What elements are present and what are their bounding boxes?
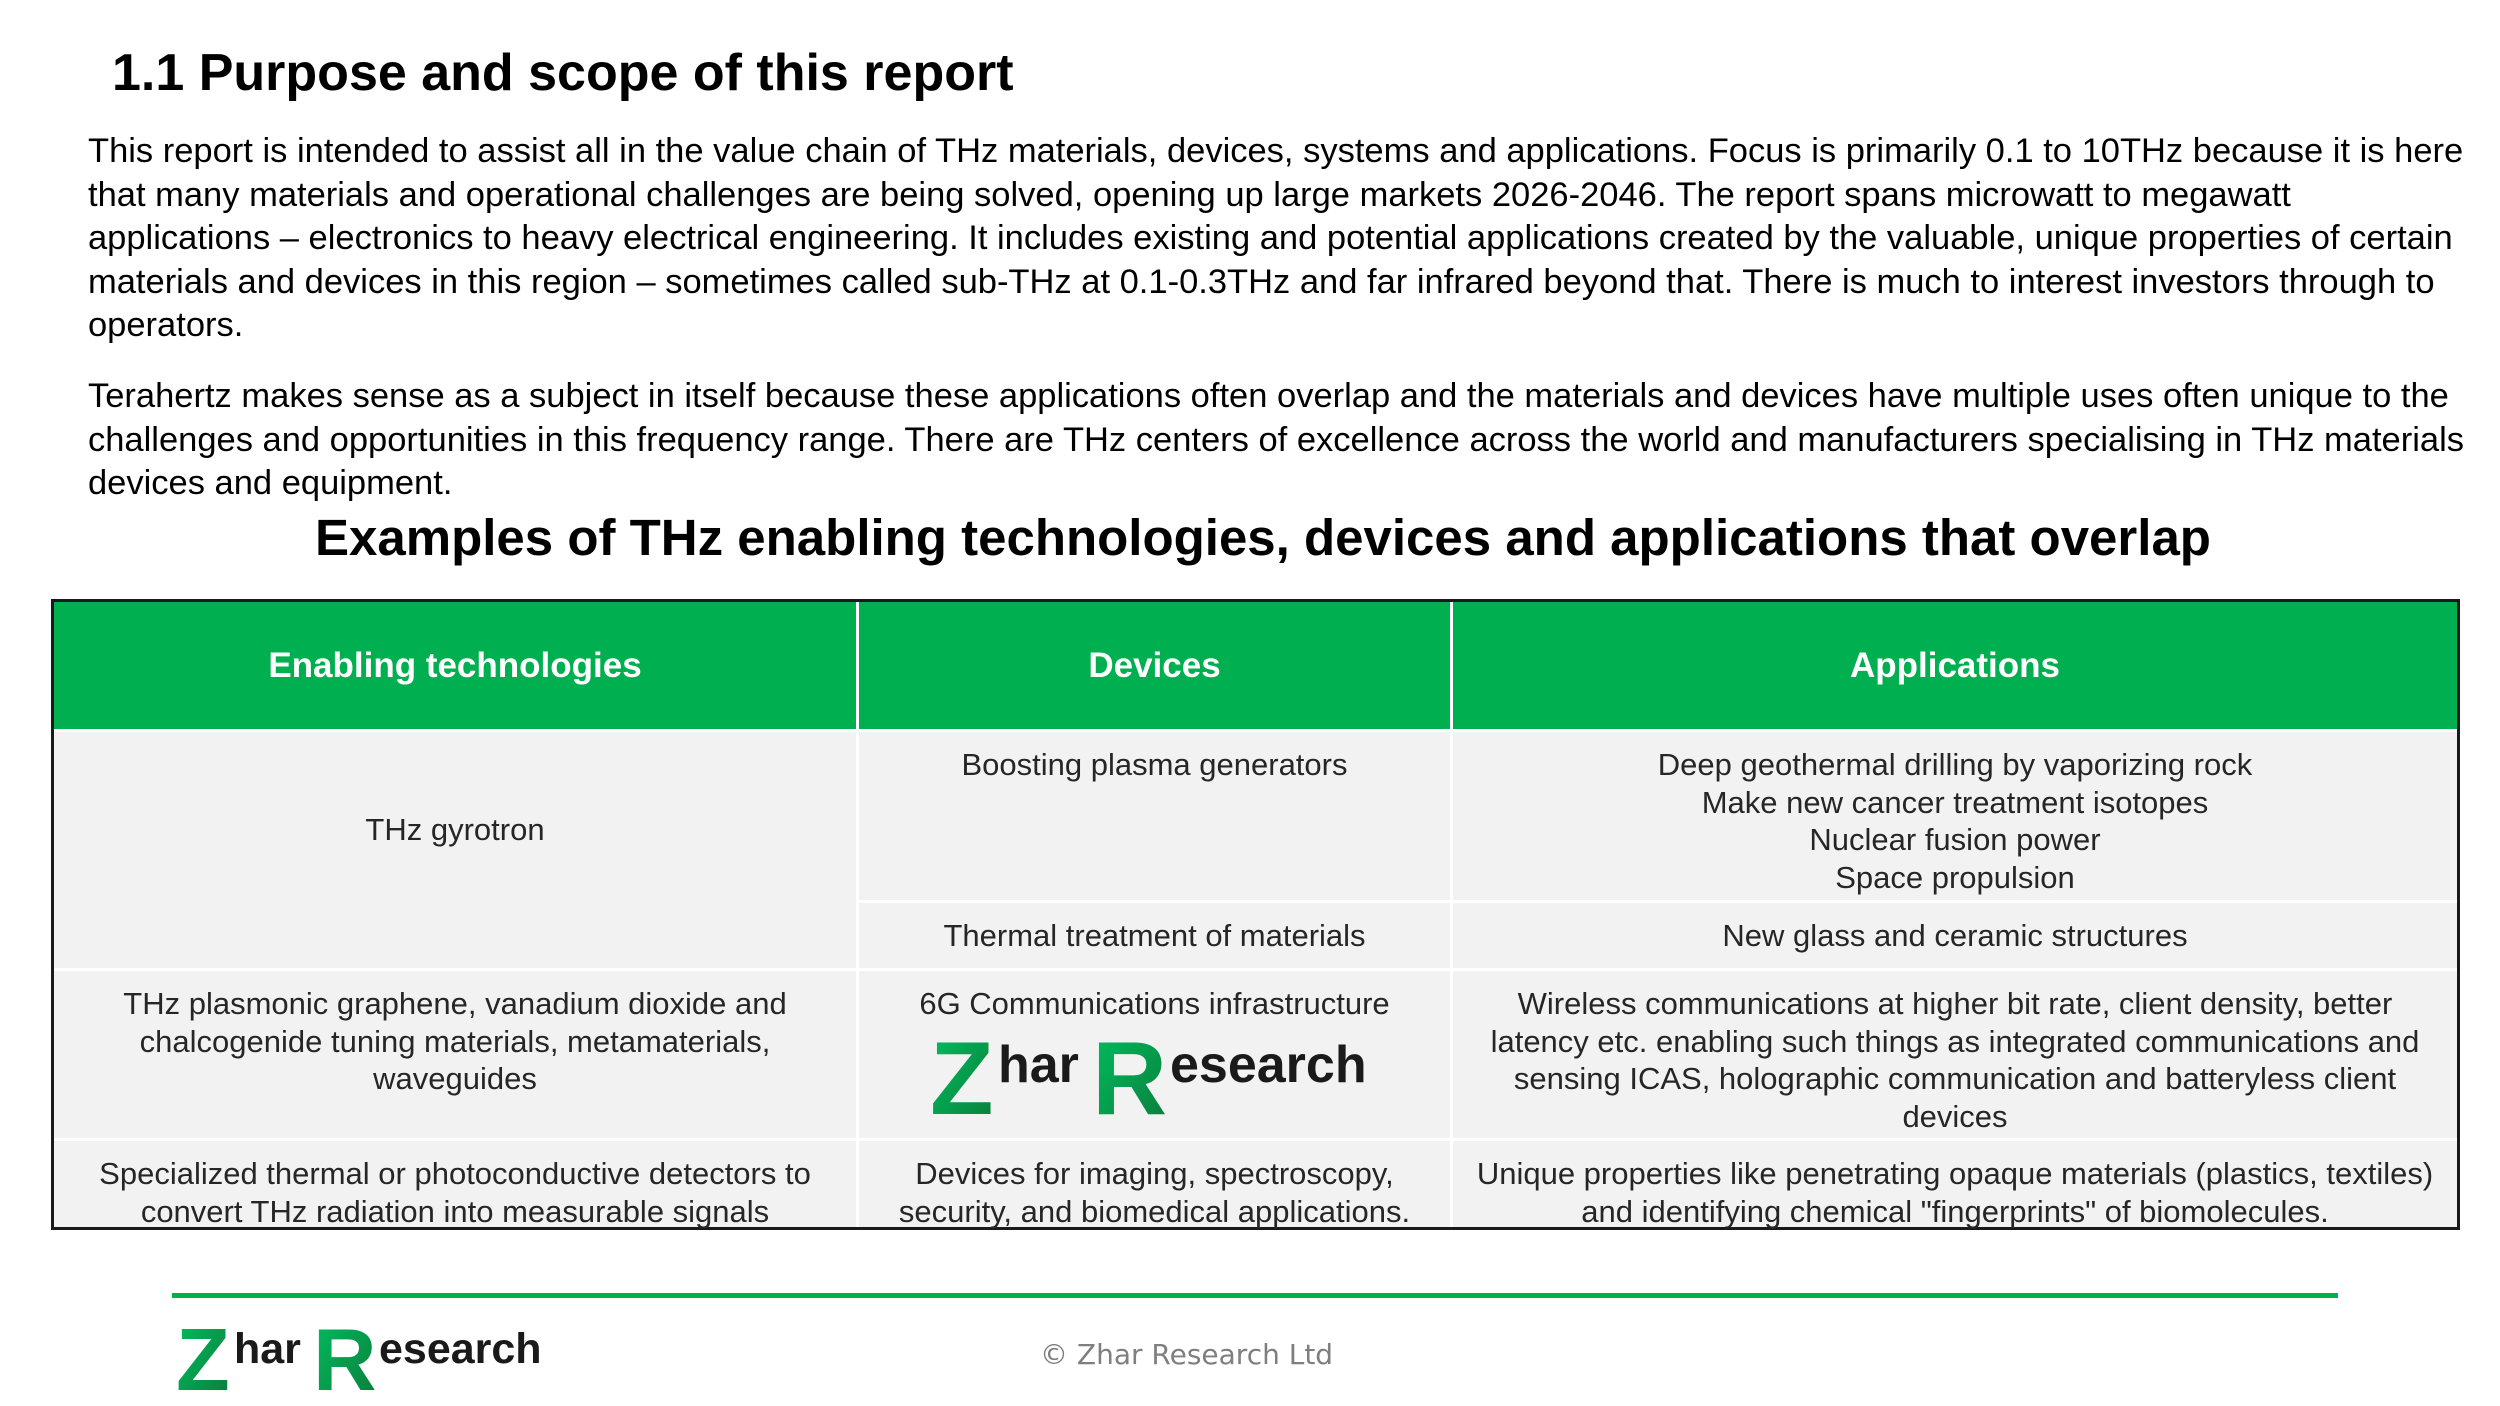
application-line: Space propulsion bbox=[1835, 859, 2075, 895]
logo-text-esearch: esearch bbox=[379, 1325, 542, 1373]
footer-logo bbox=[176, 1310, 556, 1395]
application-line: Deep geothermal drilling by vaporizing rock bbox=[1657, 747, 2253, 782]
logo-text-har: har bbox=[998, 1036, 1079, 1094]
table-title: Examples of THz enabling technologies, devices and applications that overlap bbox=[315, 509, 2211, 566]
logo-text-esearch: esearch bbox=[1170, 1036, 1367, 1094]
footer-rule bbox=[172, 1293, 2338, 1298]
header-devices: Devices bbox=[859, 602, 1450, 729]
table-row-gyrotron-technology bbox=[54, 732, 856, 968]
application-line: Make new cancer treatment isotopes bbox=[1701, 784, 2209, 820]
cell-applications: Wireless communications at higher bit rate, client density, better latency etc. enabling such things as integrated communications and sensing ICAS, holographic communication and batteryless client devices bbox=[1490, 986, 2420, 1134]
cell-text: 6G Communications infrastructure bbox=[919, 986, 1390, 1021]
cell-applications: Unique properties like penetrating opaque materials (plastics, textiles) and identifying chemical "fingerprints" of biomolecules. bbox=[1476, 1156, 2434, 1229]
intro-paragraph: This report is intended to assist all in the value chain of THz materials, devices, systems and applications. Focus is primarily 0.1 to 10THz because it is here that many materials and operational challenges are being solved, opening up large markets 2026-2046. The report spans microwatt to megawatt applications – electronics to heavy electrical engineering. It includes existing and potential applications created by the valuable, unique properties of certain materials and devices in this region – sometimes called sub-THz at 0.1-0.3THz and far infrared beyond that. There is much to interest investors through to operators. bbox=[88, 132, 2464, 345]
zhar-research-logo bbox=[930, 1020, 1390, 1120]
logo-letter-r: R bbox=[313, 1310, 377, 1395]
cell-technology: Specialized thermal or photoconductive detectors to convert THz radiation into measurable signals bbox=[99, 1156, 811, 1229]
overlap-table bbox=[51, 599, 2460, 1230]
cell-technology: THz plasmonic graphene, vanadium dioxide and chalcogenide tuning materials, metamaterials, waveguides bbox=[123, 986, 787, 1096]
cell-device: Boosting plasma generators bbox=[961, 747, 1348, 782]
logo-letter-z: Z bbox=[176, 1310, 230, 1395]
header-applications: Applications bbox=[1453, 602, 2457, 729]
section-heading: 1.1 Purpose and scope of this report bbox=[112, 44, 1014, 102]
application-line: Nuclear fusion power bbox=[1809, 822, 2101, 857]
cell-text: THz gyrotron bbox=[365, 812, 545, 848]
header-enabling-technologies: Enabling technologies bbox=[54, 602, 856, 729]
scope-paragraph: Terahertz makes sense as a subject in itself because these applications often overlap and the materials and devices have multiple uses often unique to the challenges and opportunities in this frequency range. There are THz centers of excellence across the world and manufacturers specialising in THz materials devices and equipment. bbox=[88, 377, 2464, 503]
logo-text-har: har bbox=[234, 1325, 301, 1373]
logo-letter-r: R bbox=[1092, 1021, 1168, 1120]
cell-device: Thermal treatment of materials bbox=[943, 918, 1366, 953]
cell-applications bbox=[1453, 732, 2457, 900]
cell-applications: New glass and ceramic structures bbox=[1722, 918, 2188, 953]
logo-letter-z: Z bbox=[930, 1021, 994, 1120]
cell-device: Devices for imaging, spectroscopy, security, and biomedical applications. bbox=[898, 1156, 1411, 1229]
copyright-notice: © Zhar Research Ltd bbox=[1040, 1338, 1334, 1371]
